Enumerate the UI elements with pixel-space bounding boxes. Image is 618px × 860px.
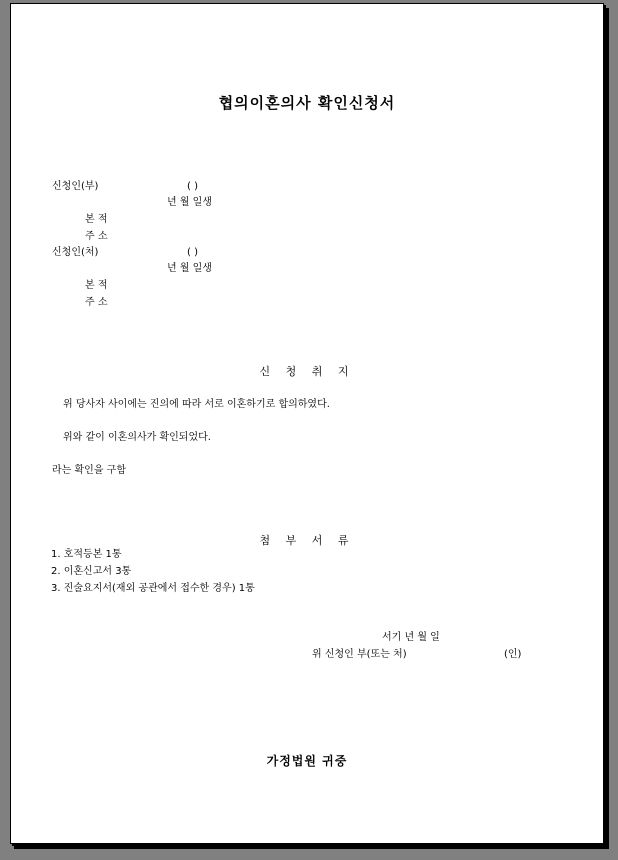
husband-label: 신청인(부) <box>52 181 99 192</box>
page-shadow-right <box>605 8 609 846</box>
purpose-heading: 신 청 취 지 <box>259 365 355 378</box>
purpose-line-3: 라는 확인을 구함 <box>52 465 126 476</box>
document-title: 협의이혼의사 확인신청서 <box>218 94 396 112</box>
signature-signer: 위 신청인 부(또는 처) <box>312 649 407 660</box>
wife-label: 신청인(처) <box>52 247 99 258</box>
wife-address: 주 소 <box>85 297 108 308</box>
husband-address: 주 소 <box>85 231 108 242</box>
attachment-item-2: 2. 이혼신고서 3통 <box>51 566 132 577</box>
purpose-line-1: 위 당사자 사이에는 진의에 따라 서로 이혼하기로 합의하였다. <box>63 399 330 410</box>
husband-birth: 년 월 일생 <box>167 197 212 208</box>
signature-date: 서기 년 월 일 <box>382 632 440 643</box>
document-page <box>10 3 604 844</box>
attachments-heading: 첨 부 서 류 <box>259 534 355 547</box>
court-addressee: 가정법원 귀중 <box>266 754 348 768</box>
signature-seal: (인) <box>504 649 522 660</box>
purpose-line-2: 위와 같이 이혼의사가 확인되었다. <box>63 432 211 443</box>
husband-parenthesis: ( ) <box>187 181 198 192</box>
page-shadow-bottom <box>14 845 609 849</box>
wife-parenthesis: ( ) <box>187 247 198 258</box>
husband-domicile: 본 적 <box>85 214 108 225</box>
wife-birth: 년 월 일생 <box>167 263 212 274</box>
attachment-item-3: 3. 진술요지서(재외 공관에서 접수한 경우) 1통 <box>51 583 255 594</box>
attachment-item-1: 1. 호적등본 1통 <box>51 549 122 560</box>
wife-domicile: 본 적 <box>85 280 108 291</box>
